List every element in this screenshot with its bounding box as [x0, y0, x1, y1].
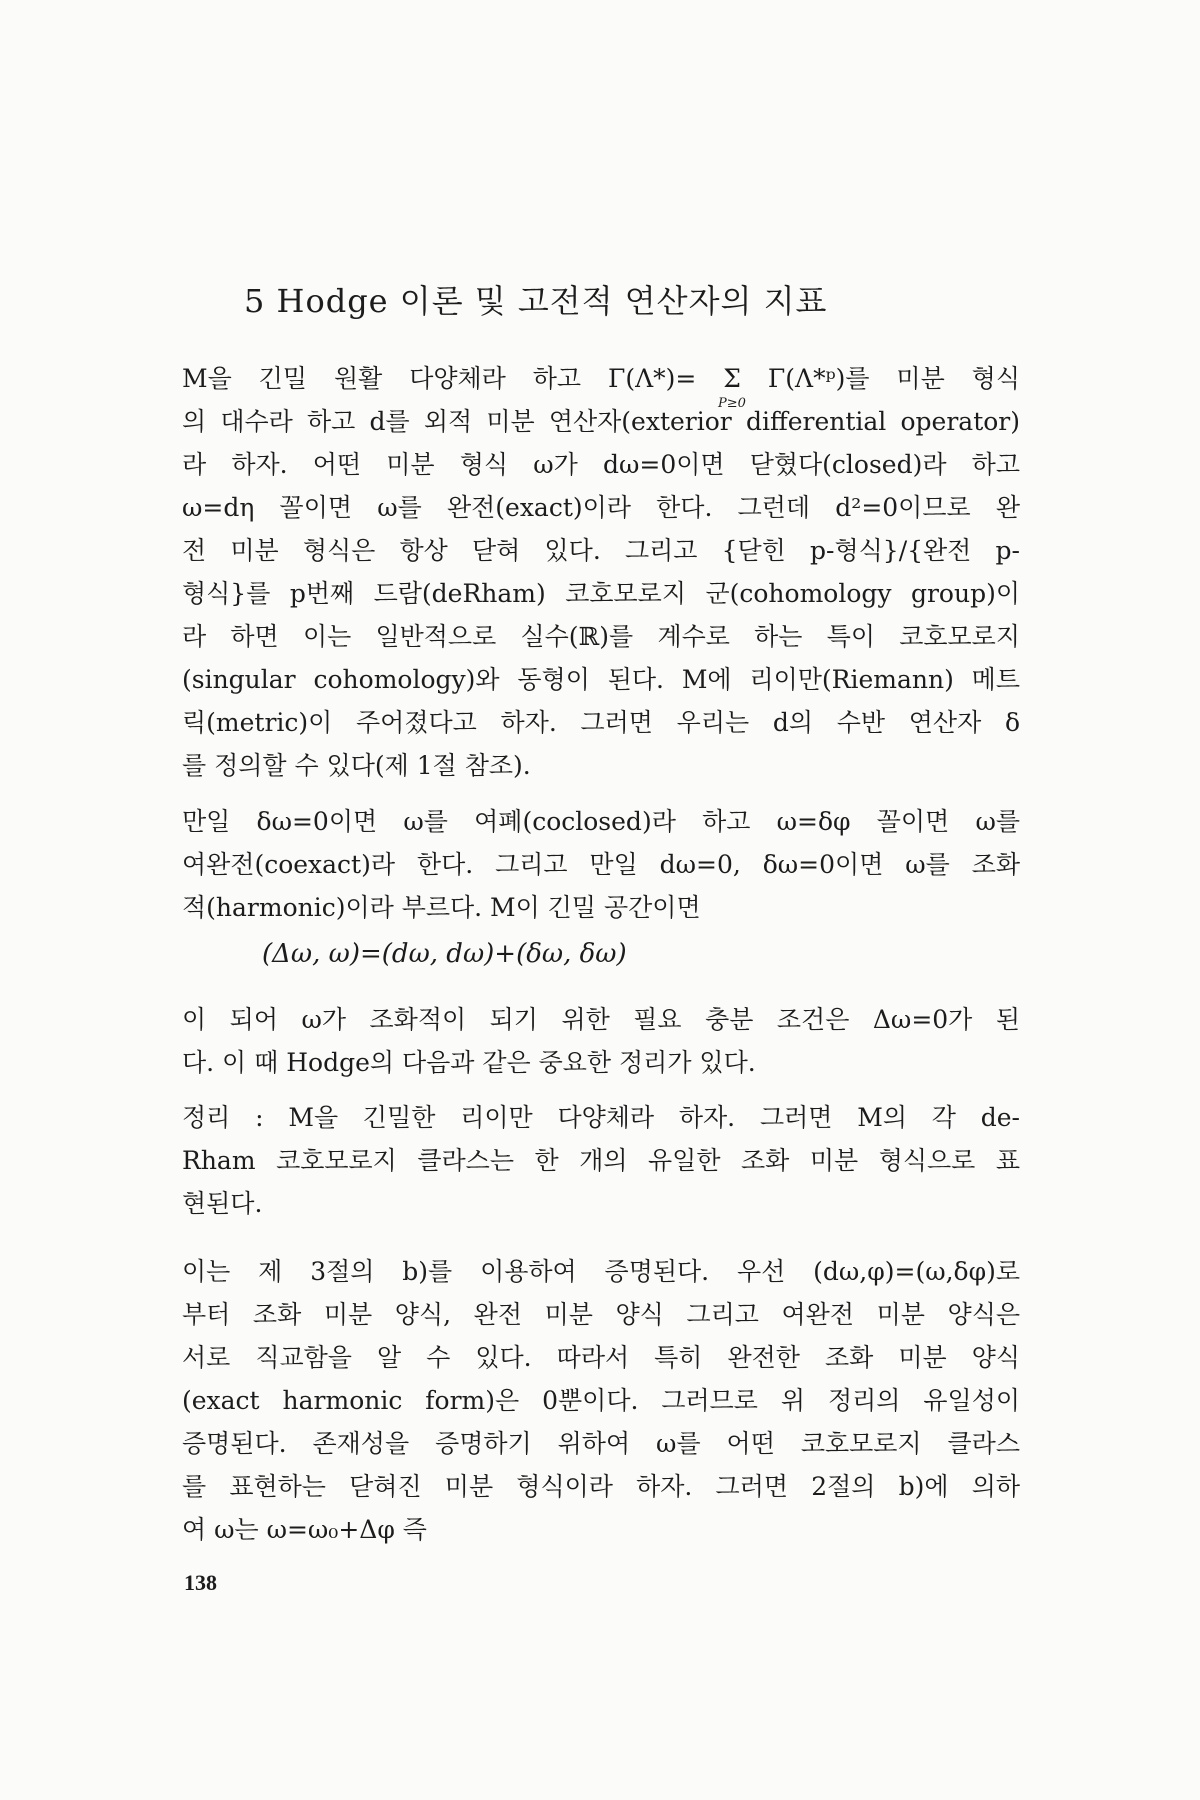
text-line: (singular cohomology)와 동형이 된다. M에 리이만(Riemann) 메트: [182, 665, 1020, 694]
text-line: 현된다.: [182, 1189, 263, 1218]
section-title: 5 Hodge 이론 및 고전적 연산자의 지표: [244, 282, 828, 320]
sum-subscript: P≥0: [718, 396, 746, 411]
text-line: 를 표현하는 닫혀진 미분 형식이라 하자. 그러면 2절의 b)에 의하: [182, 1472, 1020, 1501]
text-line: 이는 제 3절의 b)를 이용하여 증명된다. 우선 (dω,φ)=(ω,δφ)로: [182, 1257, 1020, 1286]
text-line: 라 하자. 어떤 미분 형식 ω가 dω=0이면 닫혔다(closed)라 하고: [182, 450, 1020, 479]
text-line: 여 ω는 ω=ω₀+Δφ 즉: [182, 1515, 427, 1544]
text-line: 전 미분 형식은 항상 닫혀 있다. 그리고 {닫힌 p-형식}/{완전 p-: [182, 536, 1020, 565]
paragraph-1: [182, 357, 1020, 787]
text-line: 만일 δω=0이면 ω를 여폐(coclosed)라 하고 ω=δφ 꼴이면 ω를: [182, 807, 1020, 836]
text-line: (exact harmonic form)은 0뿐이다. 그러므로 위 정리의 유일성이: [182, 1386, 1020, 1415]
text-line: 릭(metric)이 주어졌다고 하자. 그러면 우리는 d의 수반 연산자 δ: [182, 708, 1020, 737]
display-formula: (Δω, ω)=(dω, dω)+(δω, δω): [262, 939, 627, 969]
text-line: 라 하면 이는 일반적으로 실수(ℝ)를 계수로 하는 특이 코호모로지: [182, 622, 1020, 651]
text-line: 다. 이 때 Hodge의 다음과 같은 중요한 정리가 있다.: [182, 1048, 756, 1077]
text-line: 증명된다. 존재성을 증명하기 위하여 ω를 어떤 코호모로지 클라스: [182, 1429, 1020, 1458]
page-number: 138: [184, 1570, 217, 1595]
text-line: 서로 직교함을 알 수 있다. 따라서 특히 완전한 조화 미분 양식: [182, 1343, 1020, 1372]
text-line: Rham 코호모로지 클라스는 한 개의 유일한 조화 미분 형식으로 표: [182, 1146, 1020, 1175]
text-line: 여완전(coexact)라 한다. 그리고 만일 dω=0, δω=0이면 ω를 조화: [182, 850, 1020, 879]
text-line: 적(harmonic)이라 부르다. M이 긴밀 공간이면: [182, 893, 701, 922]
text-line: 정리 : M을 긴밀한 리이만 다양체라 하자. 그러면 M의 각 de-: [182, 1103, 1020, 1132]
proof-paragraph: [182, 1250, 1020, 1551]
paragraph-2: [182, 800, 1020, 929]
text-line: 이 되어 ω가 조화적이 되기 위한 필요 충분 조건은 Δω=0가 된: [182, 1005, 1020, 1034]
text-line: ω=dη 꼴이면 ω를 완전(exact)이라 한다. 그런데 d²=0이므로 완: [182, 493, 1020, 522]
text-line: 부터 조화 미분 양식, 완전 미분 양식 그리고 여완전 미분 양식은: [182, 1300, 1020, 1329]
text-line: 를 정의할 수 있다(제 1절 참조).: [182, 751, 531, 780]
text-line: 형식}를 p번째 드람(deRham) 코호모로지 군(cohomology group)이: [182, 579, 1020, 608]
theorem-paragraph: [182, 1096, 1020, 1225]
text-line: M을 긴밀 원활 다양체라 하고 Γ(Λ*)= Σ Γ(Λ*ᵖ)를 미분 형식: [182, 364, 1020, 393]
paragraph-3: [182, 998, 1020, 1084]
text-line: 의 대수라 하고 d를 외적 미분 연산자(exterior differential operator): [182, 407, 1020, 436]
